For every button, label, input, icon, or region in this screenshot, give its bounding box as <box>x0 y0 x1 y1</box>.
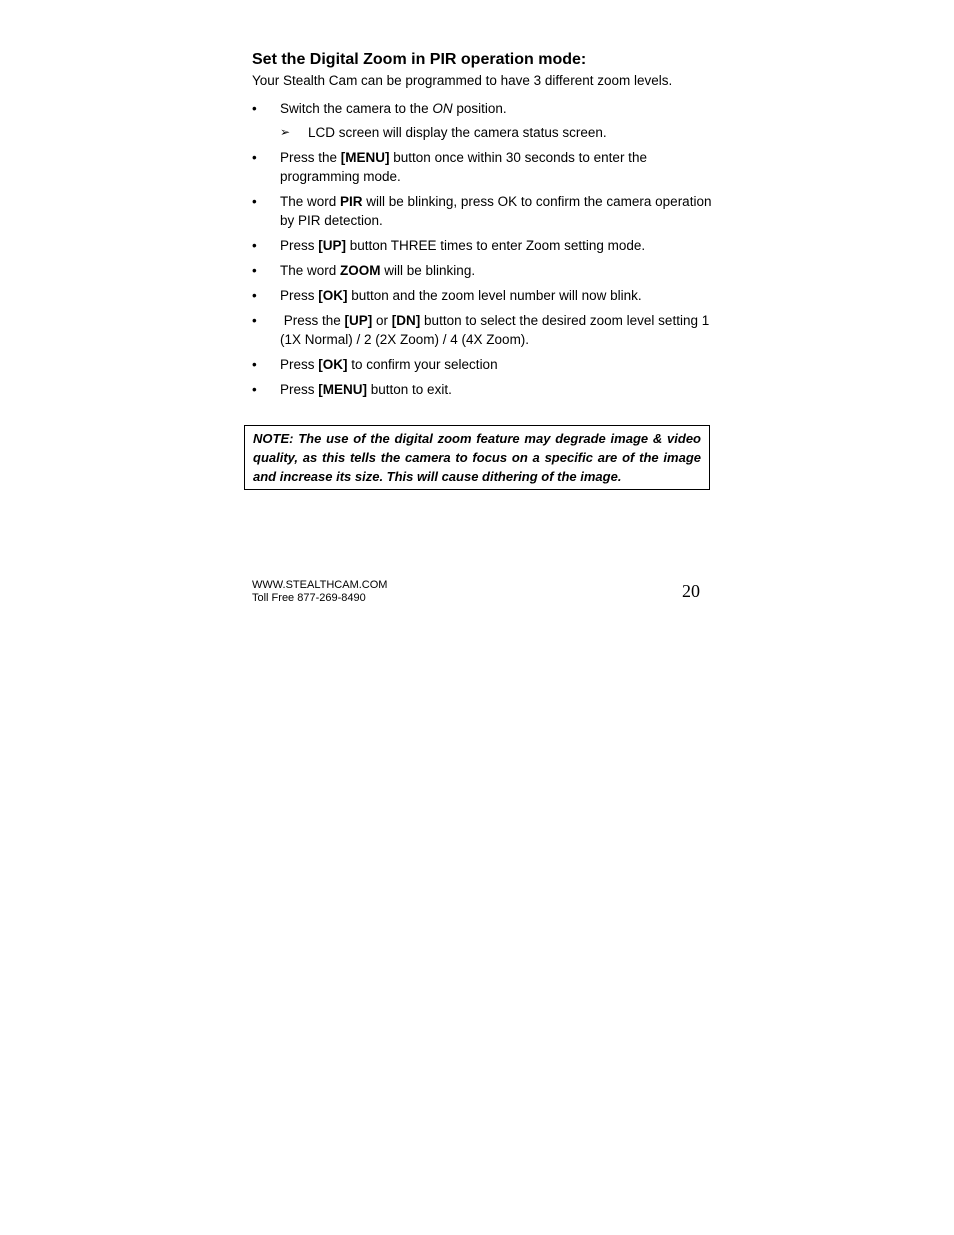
list-item-press-ok-blink: • Press [OK] button and the zoom level number will now blink. <box>252 288 642 303</box>
bullet-icon: • <box>252 313 257 328</box>
note-box <box>244 425 710 490</box>
manual-page-content <box>252 49 712 405</box>
section-intro: Your Stealth Cam can be programmed to have 3 different zoom levels. <box>252 73 673 88</box>
list-item-zoom-blinking: • The word ZOOM will be blinking. <box>252 263 476 278</box>
steps-list <box>252 99 712 399</box>
list-item-press-menu: • Press the [MENU] button once within 30 seconds to enter the programming mode. <box>252 150 647 184</box>
sub-item-lcd-status: ➢ LCD screen will display the camera status screen. <box>280 125 607 140</box>
bullet-icon: • <box>252 101 257 116</box>
bullet-icon: • <box>252 357 257 372</box>
footer-phone: Toll Free 877-269-8490 <box>252 592 366 604</box>
bullet-icon: • <box>252 238 257 253</box>
bullet-icon: • <box>252 150 257 165</box>
list-item-press-up-three: • Press [UP] button THREE times to enter Zoom setting mode. <box>252 238 646 253</box>
footer-website: WWW.STEALTHCAM.COM <box>252 579 388 591</box>
section-heading: Set the Digital Zoom in PIR operation mode: <box>252 51 587 68</box>
bullet-icon: • <box>252 382 257 397</box>
footer-contact <box>252 579 387 605</box>
bullet-icon: • <box>252 194 257 209</box>
list-item-confirm-selection: • Press [OK] to confirm your selection <box>252 357 498 372</box>
note-text: NOTE: The use of the digital zoom feature may degrade image & video quality, as this tells the camera to focus on a specific are of the image and increase its size. This will cause dithering of the image. <box>253 431 701 484</box>
bullet-icon: • <box>252 263 257 278</box>
list-item-exit: • Press [MENU] button to exit. <box>252 382 452 397</box>
bullet-icon: • <box>252 288 257 303</box>
list-item-pir-blinking: • The word PIR will be blinking, press OK to confirm the camera operation by PIR detection. <box>252 194 712 228</box>
list-item-switch-on: • Switch the camera to the ON position. ➢ LCD screen will display the camera status screen. <box>252 99 712 142</box>
arrow-bullet-icon: ➢ <box>280 125 291 139</box>
page-number: 20 <box>682 581 700 601</box>
list-item-select-zoom-level: • Press the [UP] or [DN] button to select the desired zoom level setting 1 (1X Normal) / 2 (2X Zoom) / 4 (4X Zoom). <box>252 313 710 347</box>
